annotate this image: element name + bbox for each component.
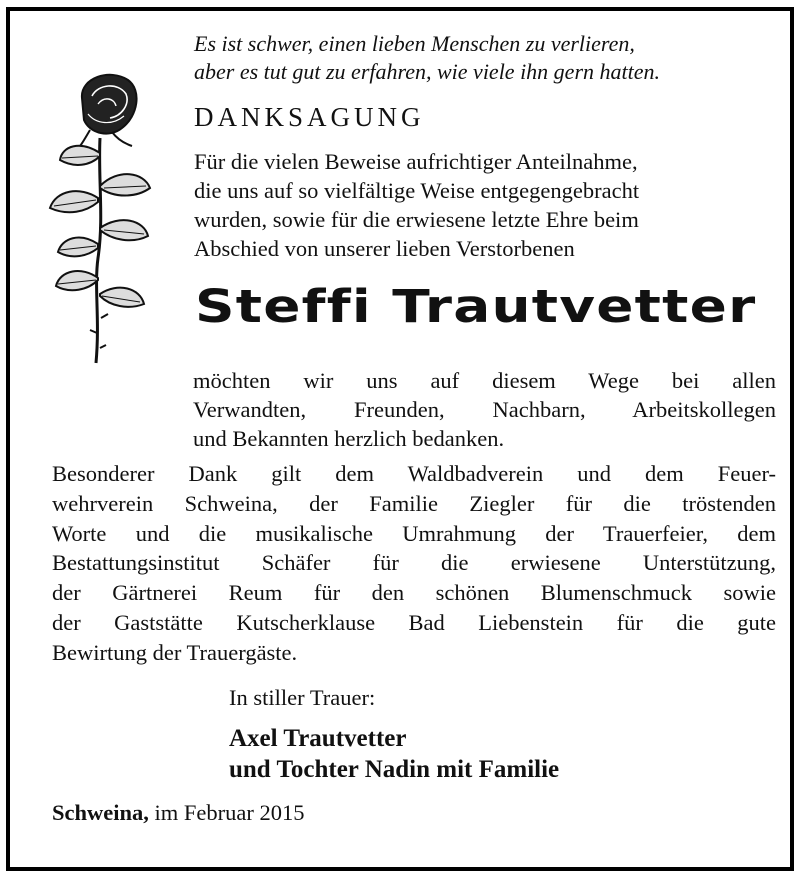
special-thanks-line: Bewirtung der Trauergäste.	[52, 639, 298, 665]
mourner-line: Axel Trautvetter	[229, 725, 407, 752]
mourners	[229, 723, 559, 785]
motto-line-2: aber es tut gut zu erfahren, wie viele ihn gern hatten.	[194, 59, 660, 84]
intro-line: die uns auf so vielfältige Weise entgegengebracht	[194, 178, 640, 203]
special-thanks-line: wehrverein Schweina, der Familie Ziegler für die tröstenden	[52, 490, 776, 516]
rose-icon	[40, 68, 160, 368]
thanks-line: möchten wir uns auf diesem Wege bei allen	[193, 368, 776, 393]
thanks-text	[193, 366, 776, 453]
thanks-line: und Bekannten herzlich bedanken.	[193, 426, 505, 451]
footer	[52, 800, 305, 826]
deceased-name: Steffi Trautvetter	[195, 280, 757, 333]
special-thanks-line: der Gaststätte Kutscherklause Bad Liebenstein für die gute	[52, 609, 776, 635]
heading: DANKSAGUNG	[194, 102, 425, 132]
special-thanks-line: Bestattungsinstitut Schäfer für die erwiesene Unterstützung,	[52, 550, 776, 576]
mourner-line: und Tochter Nadin mit Familie	[229, 756, 560, 783]
motto-line-1: Es ist schwer, einen lieben Menschen zu verlieren,	[194, 31, 635, 56]
intro-text	[194, 147, 754, 263]
motto	[194, 30, 754, 86]
special-thanks-line: Besonderer Dank gilt dem Waldbadverein und dem Feuer-	[52, 461, 776, 486]
footer-place: Schweina,	[52, 800, 149, 825]
thanks-line: Verwandten, Freunden, Nachbarn, Arbeitskollegen	[193, 397, 776, 422]
intro-line: Abschied von unserer lieben Verstorbenen	[194, 236, 575, 261]
intro-line: Für die vielen Beweise aufrichtiger Anteilnahme,	[194, 149, 638, 174]
footer-date: im Februar 2015	[154, 800, 305, 825]
mourning-label: In stiller Trauer:	[229, 685, 376, 710]
intro-line: wurden, sowie für die erwiesene letzte Ehre beim	[194, 207, 639, 232]
special-thanks-line: Worte und die musikalische Umrahmung der Trauerfeier, dem	[52, 520, 776, 546]
special-thanks-text	[52, 459, 776, 668]
special-thanks-line: der Gärtnerei Reum für den schönen Blumenschmuck sowie	[52, 580, 776, 606]
